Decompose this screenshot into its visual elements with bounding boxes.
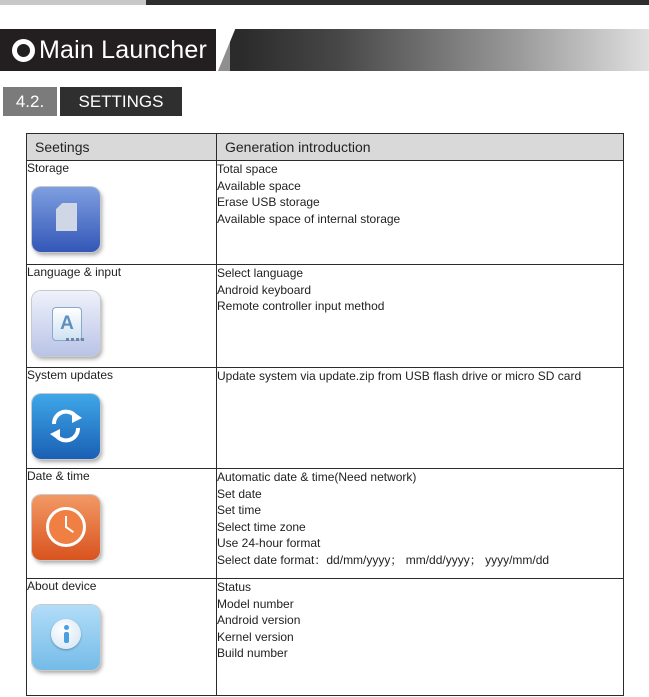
- description-line: Build number: [217, 646, 288, 660]
- table-row-system-updates: [27, 368, 624, 469]
- description-line: Erase USB storage: [217, 195, 320, 209]
- sd-card-icon: [32, 187, 100, 252]
- description-line: Select time zone: [217, 519, 306, 534]
- table-row-language: [27, 265, 624, 368]
- sync-arrows-icon: [32, 394, 100, 459]
- description-cell: [217, 161, 624, 265]
- ring-bullet-icon: [12, 39, 35, 62]
- top-rule-light: [0, 0, 146, 5]
- setting-name: About device: [27, 579, 97, 593]
- description-line: Total space: [217, 162, 278, 176]
- setting-name: Date & time: [27, 469, 90, 483]
- setting-name: System updates: [27, 368, 114, 382]
- header-gradient-band: [218, 29, 649, 71]
- description-line: Automatic date & time(Need network): [217, 470, 417, 484]
- description-cell: [217, 265, 624, 368]
- setting-cell: [27, 265, 217, 368]
- chapter-title: Main Launcher: [39, 35, 207, 64]
- setting-name: Language & input: [27, 265, 122, 279]
- chapter-header: [0, 29, 216, 71]
- description-line: Status: [217, 580, 252, 594]
- column-header-introduction: Generation introduction: [217, 134, 624, 161]
- description-line: Remote controller input method: [217, 299, 385, 313]
- top-rule-dark: [146, 0, 649, 5]
- description-cell: [217, 368, 624, 469]
- description-line: Android version: [217, 613, 301, 627]
- setting-cell: [27, 579, 217, 696]
- description-cell: [217, 579, 624, 696]
- description-line: Set time: [217, 503, 262, 517]
- description-line: Select language: [217, 266, 304, 280]
- table-row-date-time: [27, 469, 624, 579]
- description-line: Available space: [217, 178, 301, 193]
- clock-icon: [32, 495, 100, 560]
- description-line: Use 24-hour format: [217, 536, 321, 550]
- setting-cell: [27, 161, 217, 265]
- description-line: Set date: [217, 486, 262, 501]
- settings-table: [26, 133, 624, 696]
- setting-cell: [27, 469, 217, 579]
- setting-name: Storage: [27, 161, 70, 175]
- setting-cell: [27, 368, 217, 469]
- section-title: SETTINGS: [60, 87, 182, 116]
- description-line: Available space of internal storage: [217, 211, 401, 226]
- description-line: Model number: [217, 596, 294, 611]
- section-number: 4.2.: [3, 87, 57, 116]
- description-line: Android keyboard: [217, 282, 312, 297]
- description-line: Kernel version: [217, 629, 294, 644]
- description-line: Update system via update.zip from USB flash drive or micro SD card: [217, 369, 582, 383]
- keyboard-letter-icon: A: [32, 291, 100, 356]
- info-icon: [32, 605, 100, 670]
- column-header-settings: Seetings: [27, 134, 217, 161]
- table-row-storage: [27, 161, 624, 265]
- description-cell: [217, 469, 624, 579]
- table-header-row: [27, 134, 624, 161]
- table-row-about-device: [27, 579, 624, 696]
- description-line: Select date format：dd/mm/yyyy； mm/dd/yyyy； yyyy/mm/dd: [217, 552, 550, 567]
